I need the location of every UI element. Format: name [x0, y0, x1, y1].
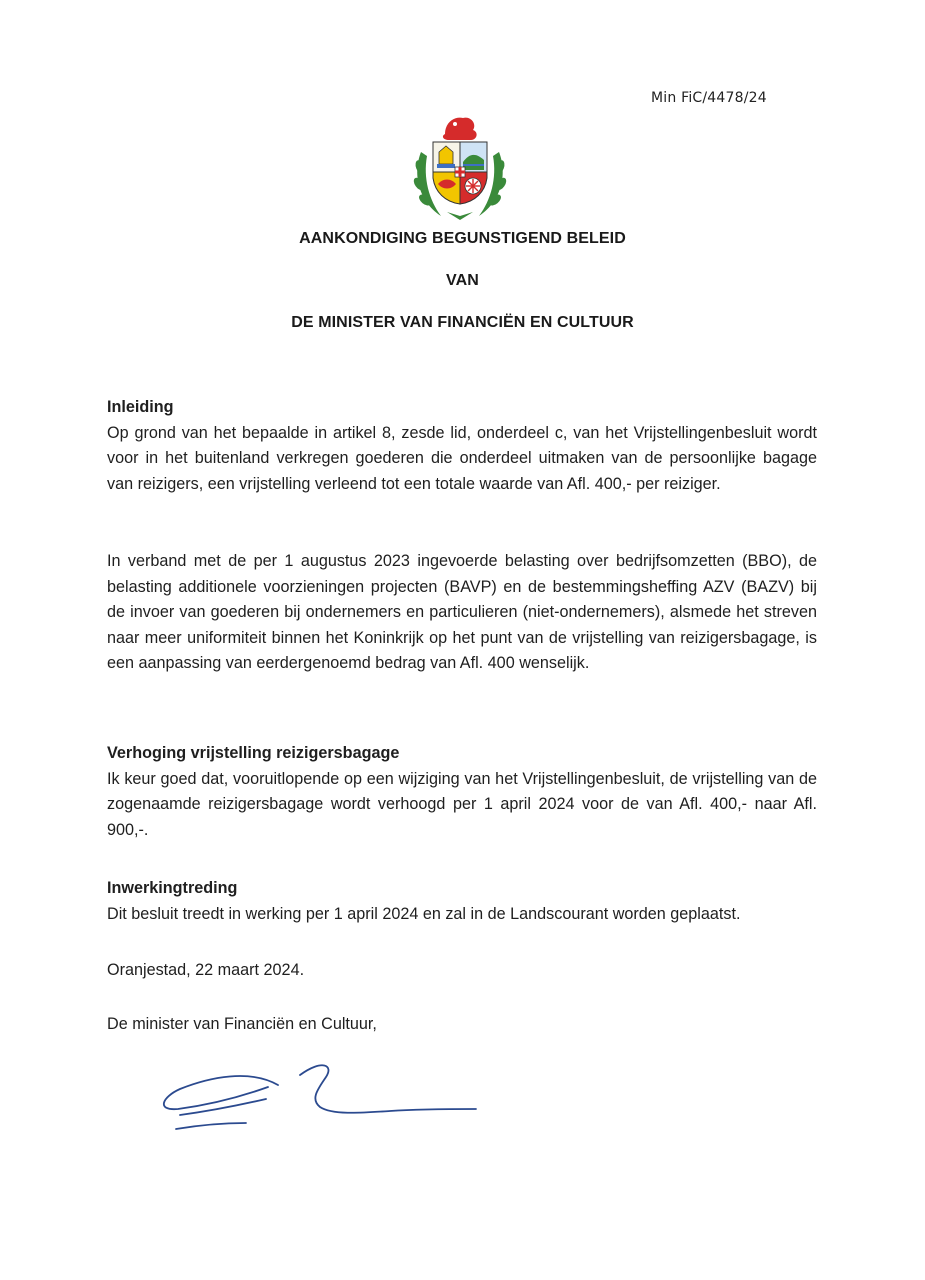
section-inwerkingtreding — [107, 876, 817, 927]
section-title: Verhoging vrijstelling reizigersbagage — [107, 744, 400, 762]
paragraph: In verband met de per 1 augustus 2023 ingevoerde belasting over bedrijfsomzetten (BBO), de belasting additionele voorzieningen projecten (BAVP) en de bestemmingsheffing AZV (BAZV) bij de invoer van goederen bij ondernemers en particulieren (niet-ondernemers), alsmede het streven naar meer uniformiteit binnen het Koninkrijk op het punt van de vrijstelling van reizigersbagage, is een aanpassing van eerdergenoemd bedrag van Afl. 400 wenselijk. — [107, 552, 817, 673]
title-line-3: DE MINISTER VAN FINANCIËN EN CULTUUR — [291, 314, 634, 331]
paragraph: Op grond van het bepaalde in artikel 8, zesde lid, onderdeel c, van het Vrijstellingenbesluit wordt voor in het buitenland verkregen goederen die onderdeel uitmaken van de persoonlijke bagage van reizigers, een vrijstelling verleend tot een totale waarde van Afl. 400,- per reiziger. — [107, 423, 817, 493]
title-line-2: VAN — [446, 272, 479, 289]
section-inleiding — [107, 395, 817, 497]
signatory-line: De minister van Financiën en Cultuur, — [107, 1015, 377, 1033]
reference-number: Min FiC/4478/24 — [651, 90, 767, 106]
paragraph-block — [107, 549, 817, 677]
section-title: Inwerkingtreding — [107, 879, 238, 897]
section-verhoging — [107, 741, 817, 843]
place-date: Oranjestad, 22 maart 2024. — [107, 961, 305, 979]
coat-of-arms-icon — [411, 112, 509, 224]
paragraph: Dit besluit treedt in werking per 1 april 2024 en zal in de Landscourant worden geplaatst. — [107, 904, 741, 923]
title-line-1: AANKONDIGING BEGUNSTIGEND BELEID — [299, 230, 626, 247]
signature-icon — [150, 1055, 490, 1140]
section-title: Inleiding — [107, 398, 174, 416]
paragraph: Ik keur goed dat, vooruitlopende op een wijziging van het Vrijstellingenbesluit, de vrijstelling van de zogenaamde reizigersbagage wordt verhoogd per 1 april 2024 voor de van Afl. 400,- naar Afl. 900,-. — [107, 769, 817, 839]
